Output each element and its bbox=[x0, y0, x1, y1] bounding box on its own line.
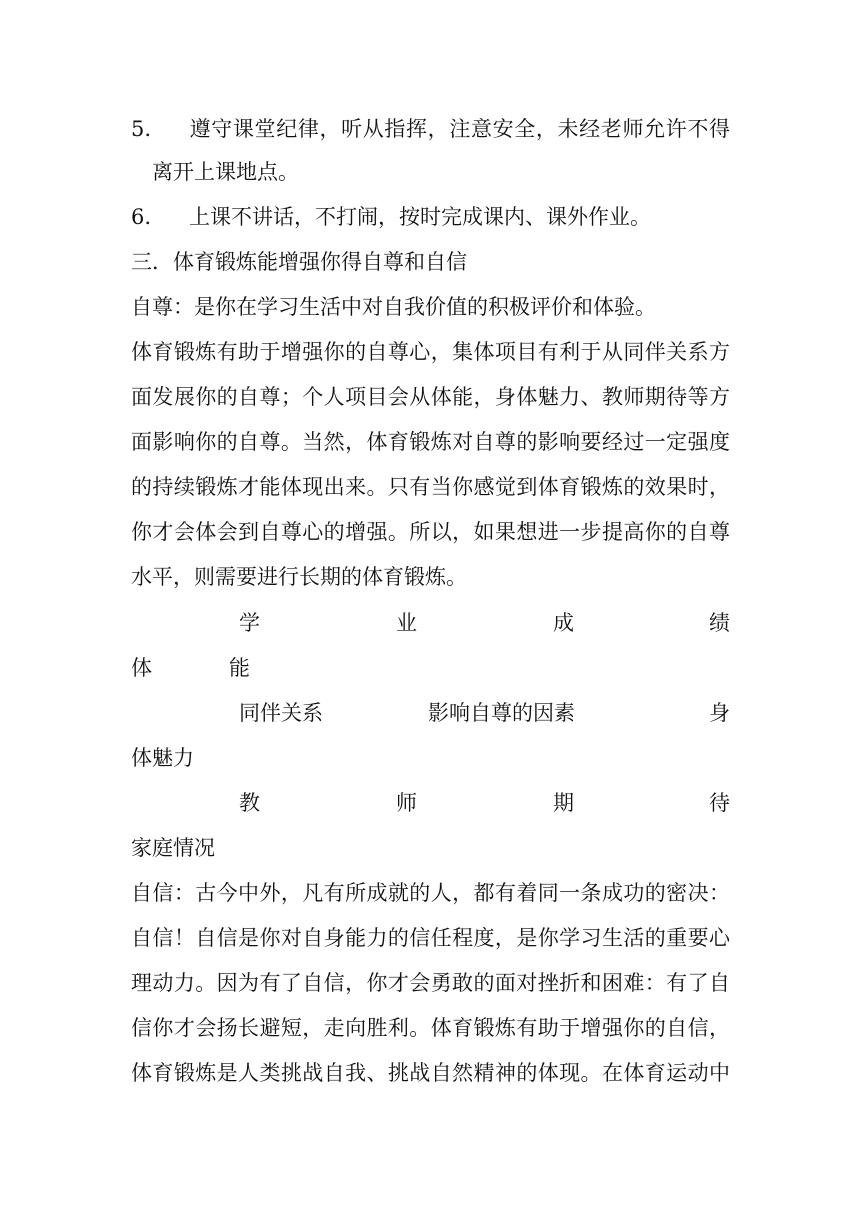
diagram-center-label: 影响自尊的因素 bbox=[428, 701, 575, 725]
paragraph-2-line: 自信：古今中外，凡有所成就的人，都有着同一条成功的密决： bbox=[131, 881, 730, 905]
factor-body-attractiveness-tail: 体魅力 bbox=[131, 746, 194, 770]
factor-physical-char: 能 bbox=[229, 656, 250, 680]
factor-teacher-char: 师 bbox=[396, 791, 417, 815]
paragraph-1-line: 你才会体会到自尊心的增强。所以，如果想进一步提高你的自尊 bbox=[131, 520, 730, 544]
paragraph-1-line: 水平，则需要进行长期的体育锻炼。 bbox=[131, 565, 467, 589]
factor-body-attractiveness-head: 身 bbox=[709, 701, 730, 725]
item-6-number: 6. bbox=[131, 205, 152, 229]
factor-teacher-char: 期 bbox=[553, 791, 574, 815]
item-6-text: 上课不讲话，不打闹，按时完成课内、课外作业。 bbox=[189, 205, 651, 229]
factor-physical-char: 体 bbox=[131, 656, 152, 680]
item-6-line bbox=[131, 202, 730, 232]
paragraph-1-line: 面影响你的自尊。当然，体育锻炼对自尊的影响要经过一定强度 bbox=[131, 430, 730, 454]
factor-academic-char: 学 bbox=[239, 611, 260, 635]
factor-academic-char: 业 bbox=[396, 611, 417, 635]
paragraph-2-line: 体育锻炼是人类挑战自我、挑战自然精神的体现。在体育运动中 bbox=[131, 1061, 730, 1085]
factor-peer-relations: 同伴关系 bbox=[239, 701, 323, 725]
item-5-text: 遵守课堂纪律，听从指挥，注意安全，未经老师允许不得 bbox=[189, 117, 730, 141]
paragraph-1-line: 体育锻炼有助于增强你的自尊心，集体项目有利于从同伴关系方 bbox=[131, 340, 730, 364]
item-5-line-2: 离开上课地点。 bbox=[152, 160, 299, 184]
factor-teacher-char: 待 bbox=[709, 791, 730, 815]
item-5-number: 5. bbox=[131, 117, 152, 141]
paragraph-2-line: 理动力。因为有了自信，你才会勇敢的面对挫折和困难：有了自 bbox=[131, 971, 730, 995]
factor-academic-char: 绩 bbox=[709, 611, 730, 635]
paragraph-2-line: 自信！自信是你对自身能力的信任程度，是你学习生活的重要心 bbox=[131, 926, 730, 950]
paragraph-1-line: 的持续锻炼才能体现出来。只有当你感觉到体育锻炼的效果时， bbox=[131, 475, 730, 499]
paragraph-2-line: 信你才会扬长避短，走向胜利。体育锻炼有助于增强你的自信， bbox=[131, 1016, 730, 1040]
item-5-line-1 bbox=[131, 114, 730, 144]
paragraph-1-line: 面发展你的自尊；个人项目会从体能，身体魅力、教师期待等方 bbox=[131, 385, 730, 409]
self-esteem-definition: 自尊：是你在学习生活中对自我价值的积极评价和体验。 bbox=[131, 295, 656, 319]
factor-academic-char: 成 bbox=[553, 611, 574, 635]
factor-teacher-char: 教 bbox=[239, 791, 260, 815]
factor-family: 家庭情况 bbox=[131, 836, 215, 860]
section-3-title: 三．体育锻炼能增强你得自尊和自信 bbox=[131, 250, 467, 274]
